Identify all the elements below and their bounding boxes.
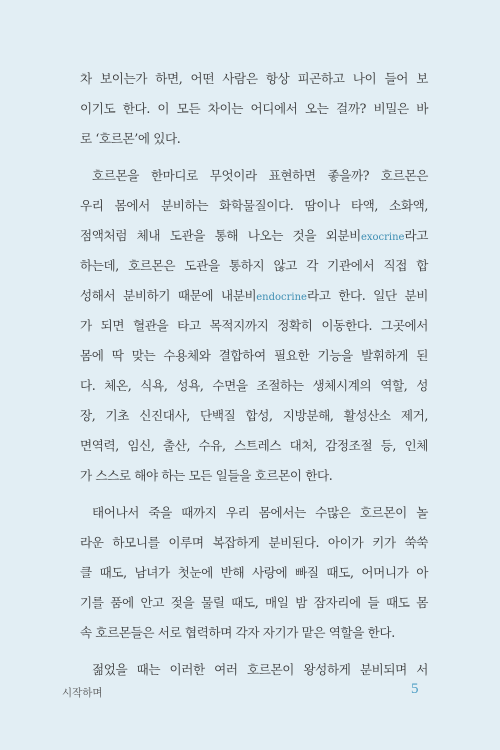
text-line: 하는데, 호르몬은 도관을 통하지 않고 각 기관에서 직접 합 [80,258,428,273]
text-segment: 라고 [404,228,428,243]
paragraph-3 [80,498,428,648]
text-line [80,221,428,251]
text-line: 라운 하모니를 이루며 복잡하게 분비된다. 아이가 키가 쑥쑥 [80,535,428,550]
paragraph-4 [80,655,428,685]
text-line: 호르몬을 한마디로 무엇이라 표현하면 좋을까? 호르몬은 [92,168,428,183]
text-segment: 라고 한다. 일단 분비 [306,288,428,303]
text-line: 장, 기초 신진대사, 단백질 합성, 지방분해, 활성산소 제거, [80,408,428,423]
term-endocrine: endocrine [256,292,307,303]
text-line: 기를 품에 안고 젖을 물릴 때도, 매일 밤 잠자리에 들 때도 몸 [80,595,428,610]
text-line: 차 보이는가 하면, 어떤 사람은 항상 피곤하고 나이 들어 보 [80,71,428,86]
text-line: 우리 몸에서 분비하는 화학물질이다. 땀이나 타액, 소화액, [80,198,428,213]
text-line: 이기도 한다. 이 모든 차이는 어디에서 오는 걸까? 비밀은 바 [80,101,428,116]
text-line: 가 스스로 해야 하는 모든 일들을 호르몬이 한다. [80,468,333,483]
text-line: 몸에 딱 맞는 수용체와 결합하여 필요한 기능을 발휘하게 된 [80,348,428,363]
paragraph-1 [80,64,428,154]
page-number: 5 [411,681,419,697]
text-line: 클 때도, 남녀가 첫눈에 반해 사랑에 빠질 때도, 어머니가 아 [80,565,428,580]
text-line: 태어나서 죽을 때까지 우리 몸에서는 수많은 호르몬이 놀 [92,505,428,520]
text-segment: 성해서 분비하기 때문에 내분비 [80,288,257,303]
page-body [80,64,428,685]
text-line: 속 호르몬들은 서로 협력하며 각자 자기가 맡은 역할을 한다. [80,625,395,640]
text-line: 로 ‘호르몬’에 있다. [80,131,181,146]
text-line: 젊었을 때는 이러한 여러 호르몬이 왕성하게 분비되며 서 [92,662,428,677]
footer-section-title: 시작하며 [62,687,103,699]
text-segment: 점액처럼 체내 도관을 통해 나오는 것을 외분비 [80,228,361,243]
term-exocrine: exocrine [360,232,405,243]
text-line: 면역력, 임신, 출산, 수유, 스트레스 대처, 감정조절 등, 인체 [80,438,428,453]
text-line [80,281,428,311]
paragraph-2 [80,161,428,491]
text-line: 다. 체온, 식욕, 성욕, 수면을 조절하는 생체시계의 역할, 성 [80,378,428,393]
text-line: 가 되면 혈관을 타고 목적지까지 정확히 이동한다. 그곳에서 [80,318,428,333]
